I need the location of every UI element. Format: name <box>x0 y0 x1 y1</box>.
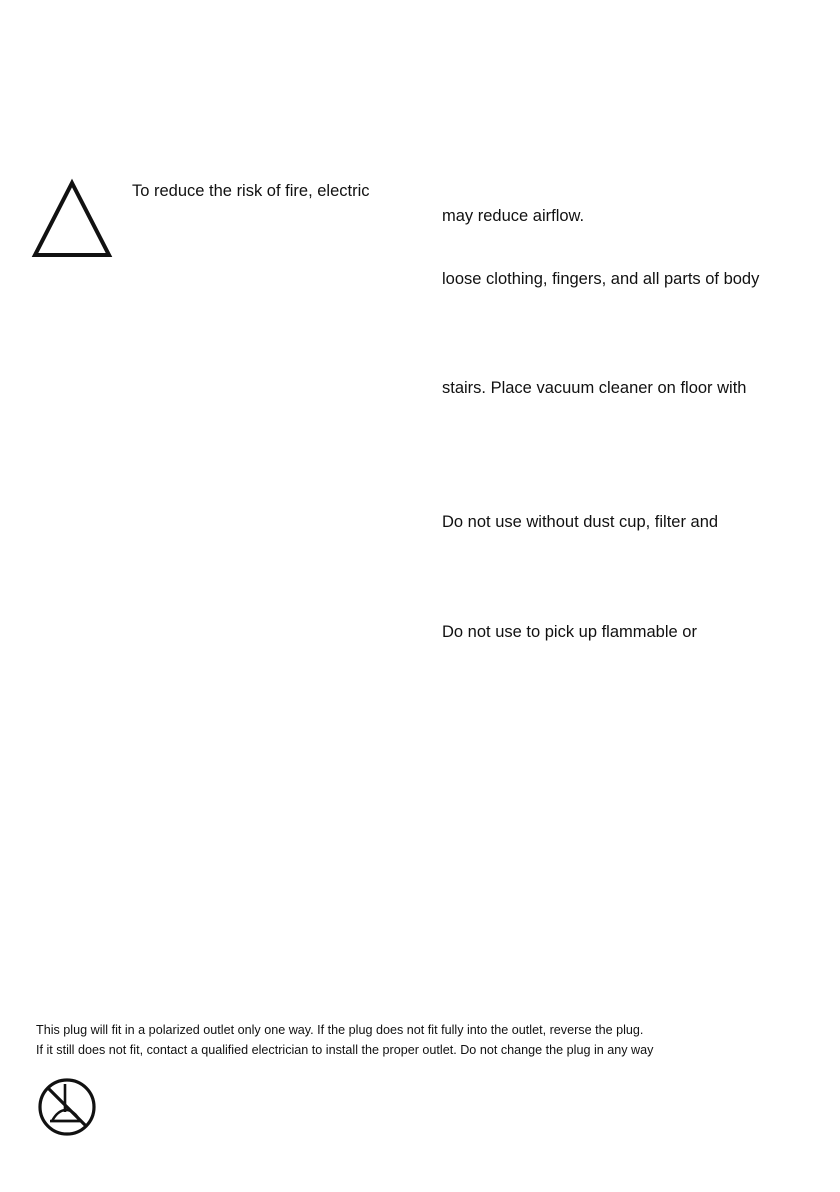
right-column-line: may reduce airflow. <box>442 207 585 225</box>
warning-text: To reduce the risk of fire, electric <box>132 182 370 200</box>
right-column-line: loose clothing, fingers, and all parts of body <box>442 270 760 288</box>
warning-triangle-icon <box>30 178 114 260</box>
right-column-line: stairs. Place vacuum cleaner on floor with <box>442 379 747 397</box>
right-column-line: Do not use to pick up flammable or <box>442 623 697 641</box>
right-column-line: Do not use without dust cup, filter and <box>442 513 719 531</box>
polarized-plug-text: If it still does not fit, contact a qualified electrician to install the proper outlet. Do not change the plug in any way <box>36 1043 654 1057</box>
no-water-icon <box>36 1076 98 1138</box>
polarized-plug-text: This plug will fit in a polarized outlet only one way. If the plug does not fit fully into the outlet, reverse the plug. <box>36 1023 644 1037</box>
